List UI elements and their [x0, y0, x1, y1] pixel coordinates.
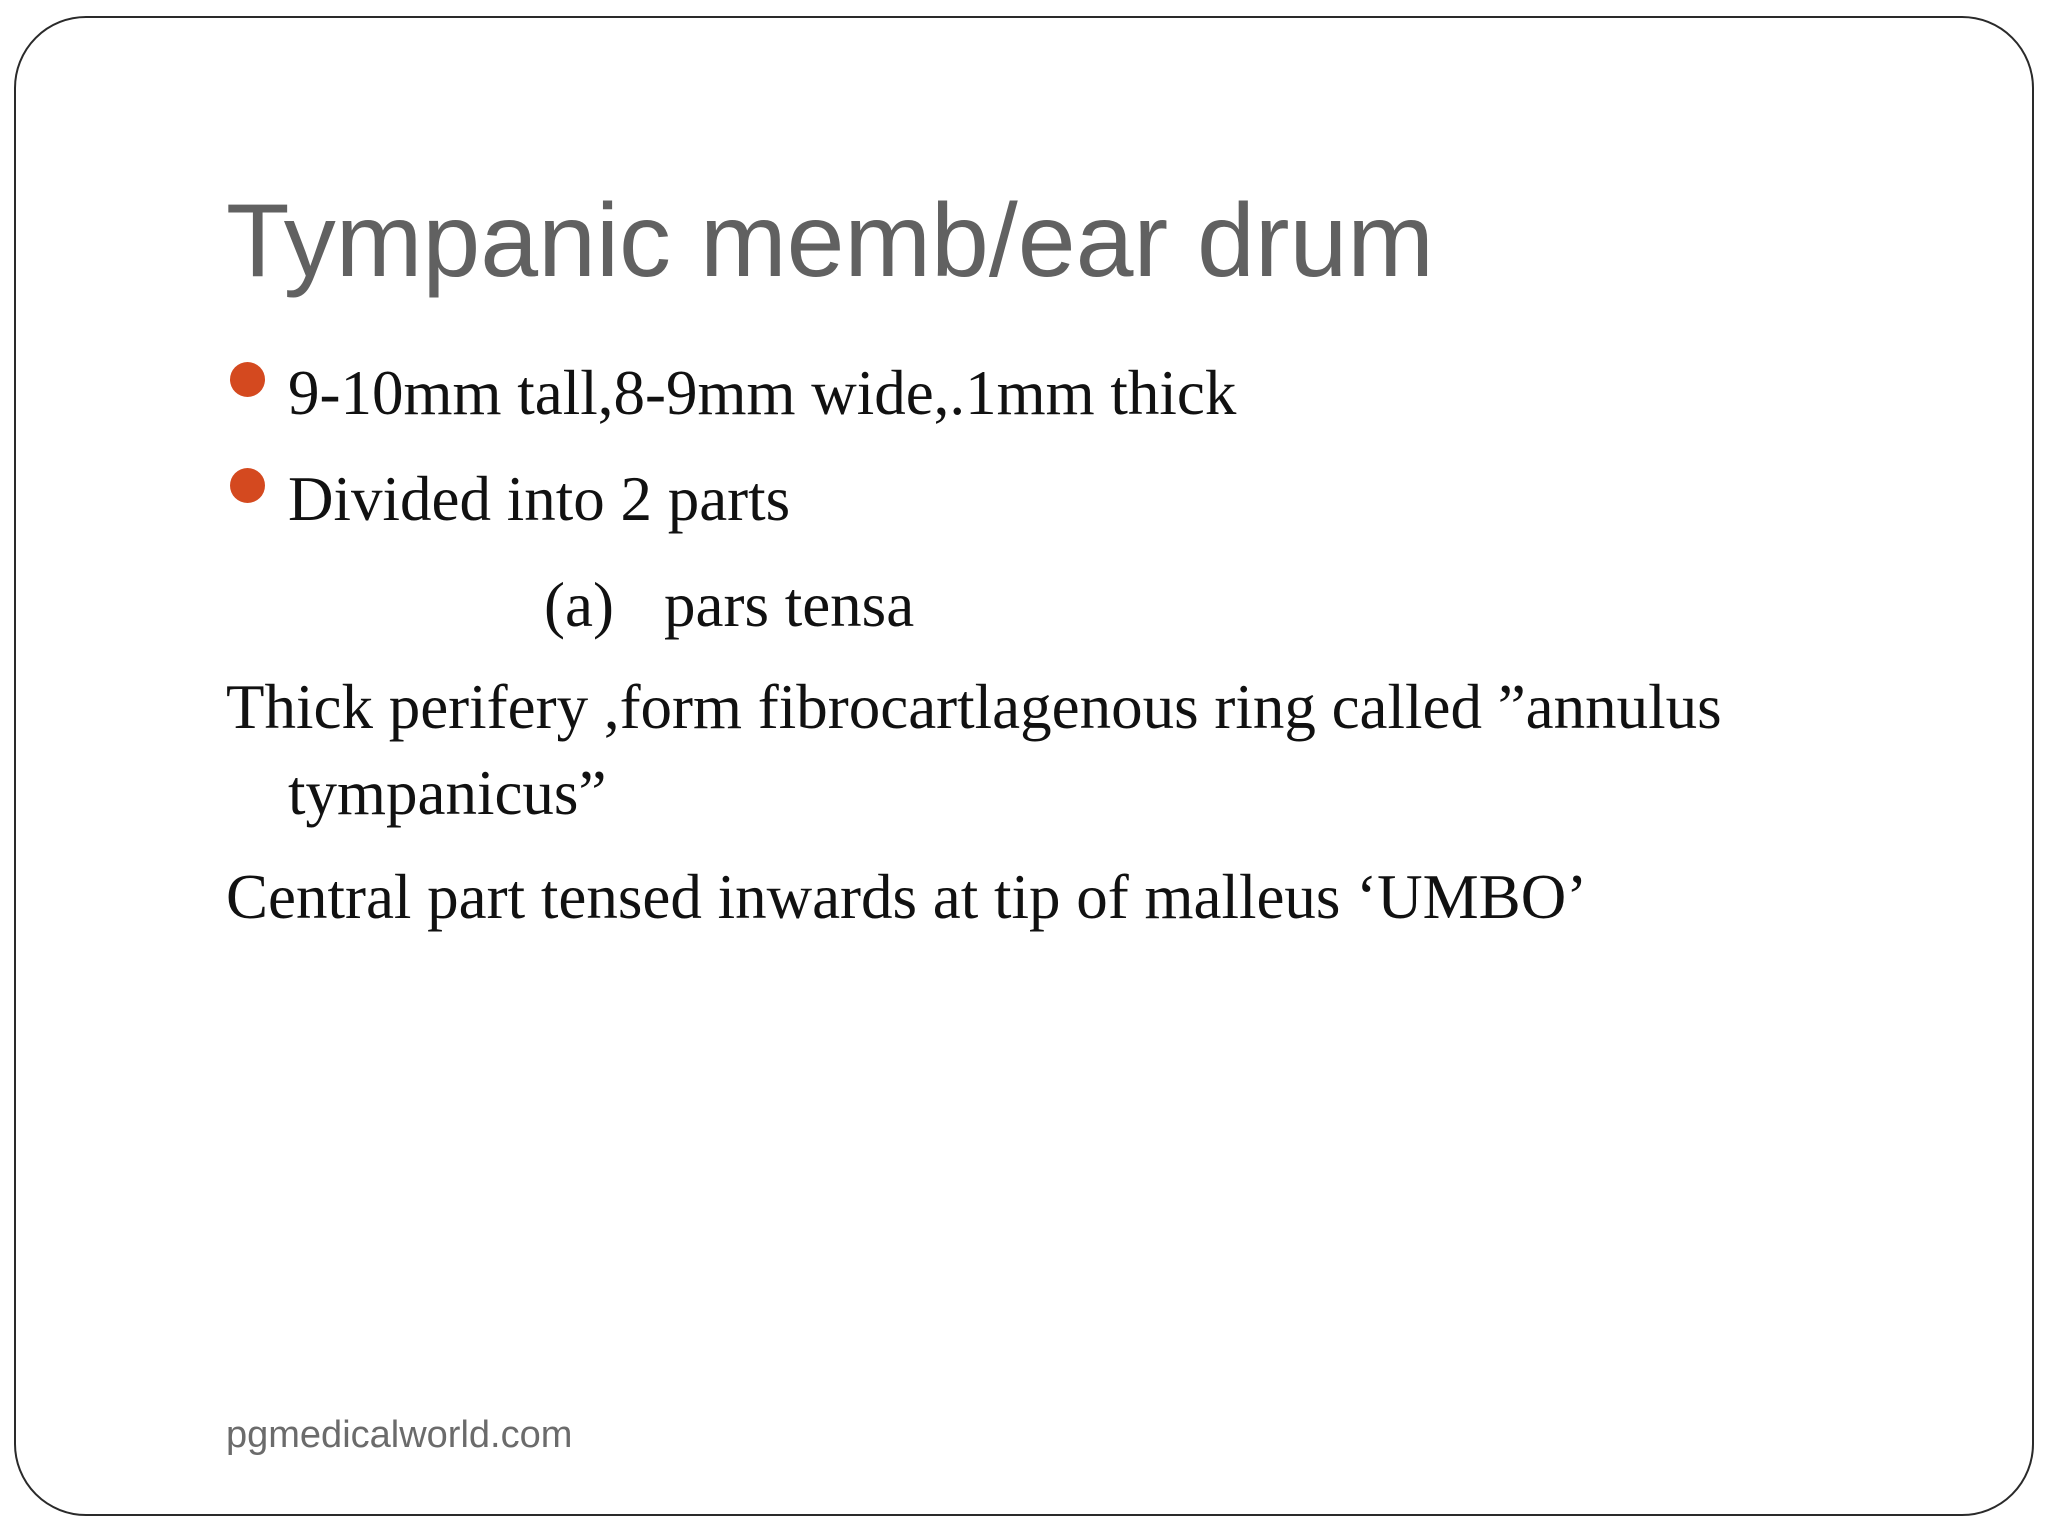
bullet-item — [226, 446, 1926, 552]
sub-item-marker: (a) — [544, 570, 614, 640]
slide-content — [226, 340, 1926, 958]
slide-title: Tympanic memb/ear drum — [226, 183, 1434, 299]
footer-source: pgmedicalworld.com — [226, 1414, 573, 1456]
bullet-text: Divided into 2 parts — [288, 464, 791, 534]
sub-item — [226, 552, 1926, 658]
bullet-text: 9-10mm tall,8-9mm wide,.1mm thick — [288, 358, 1237, 428]
body-paragraph: Thick perifery ,form fibrocartlagenous ring called ”annulus tympanicus” — [226, 672, 1722, 828]
bullet-item — [226, 340, 1926, 446]
bullet-dot-icon — [230, 362, 265, 397]
sub-item-text: pars tensa — [664, 570, 915, 640]
body-paragraph: Central part tensed inwards at tip of malleus ‘UMBO’ — [226, 862, 1588, 932]
bullet-dot-icon — [230, 468, 265, 503]
